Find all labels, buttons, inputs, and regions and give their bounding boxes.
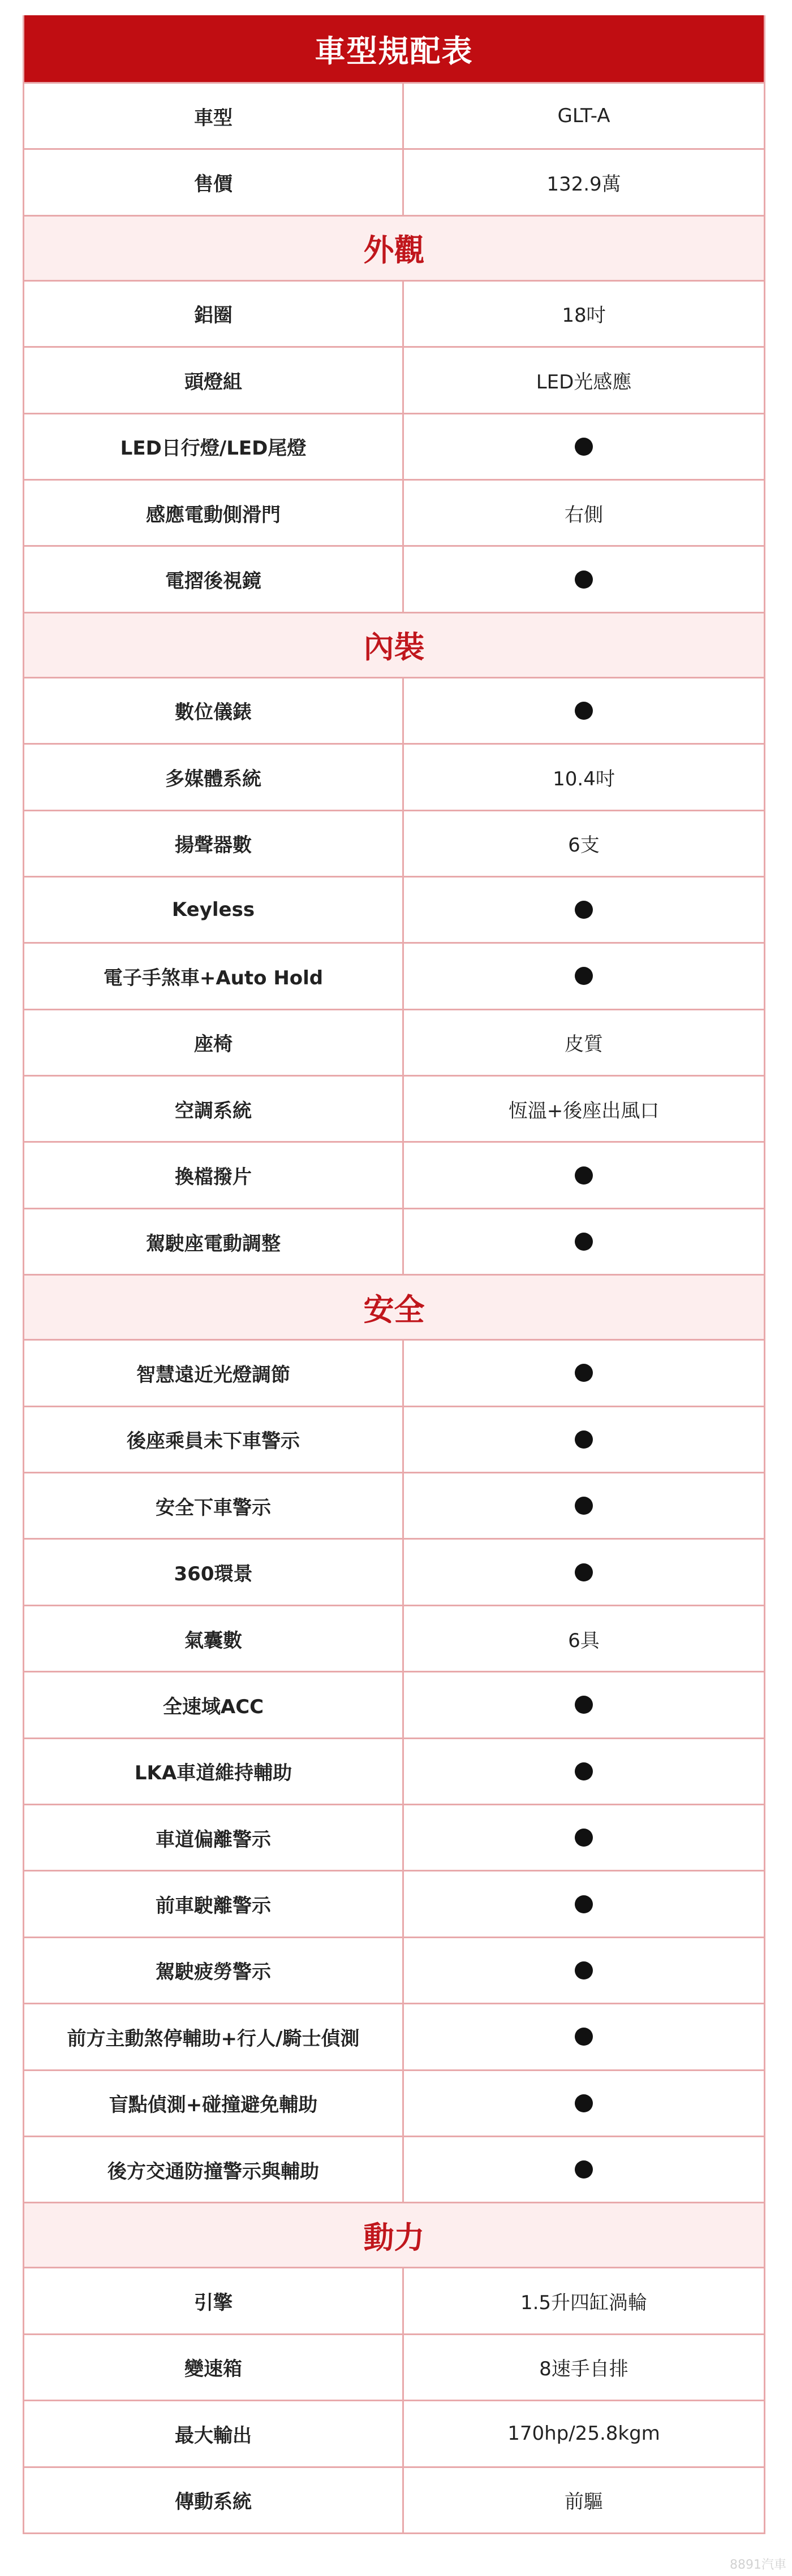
table-row [24, 2003, 764, 2069]
equipped-dot-icon [575, 438, 593, 456]
row-label: 空調系統 [24, 1077, 404, 1141]
row-label: 多媒體系統 [24, 745, 404, 809]
equipped-dot-icon [575, 1166, 593, 1185]
equipped-dot-icon [575, 901, 593, 919]
row-label: 全速域ACC [24, 1672, 404, 1737]
row-value: 10.4吋 [553, 767, 615, 790]
table-row [24, 479, 764, 545]
row-value: 皮質 [565, 1033, 603, 1056]
row-value [404, 944, 764, 1008]
table-row [24, 82, 764, 148]
row-value [404, 414, 764, 479]
table-row [24, 1737, 764, 1804]
table-row [24, 1804, 764, 1870]
row-value: 恆溫+後座出風口 [508, 1099, 660, 1122]
row-value [404, 2137, 764, 2202]
table-row [24, 148, 764, 214]
row-value [404, 1209, 764, 1274]
row-label: 駕駛疲勞警示 [24, 1938, 404, 2003]
table-row [24, 2069, 764, 2136]
table-row [24, 1339, 764, 1405]
row-label: 變速箱 [24, 2335, 404, 2400]
equipped-dot-icon [575, 1895, 593, 1913]
row-label: 座椅 [24, 1010, 404, 1075]
table-row [24, 2400, 764, 2466]
row-label: 傳動系統 [24, 2468, 404, 2532]
table-row [24, 1208, 764, 1274]
row-label: 車道偏離警示 [24, 1805, 404, 1870]
equipped-dot-icon [575, 2160, 593, 2179]
table-row [24, 942, 764, 1008]
table-row [24, 1538, 764, 1604]
table-row [24, 1009, 764, 1075]
table-row [24, 743, 764, 809]
table-row [24, 1472, 764, 1538]
table-row [24, 1870, 764, 1936]
equipped-dot-icon [575, 570, 593, 589]
row-value [404, 1739, 764, 1804]
row-value: 右側 [565, 503, 603, 526]
row-label: 揚聲器數 [24, 811, 404, 876]
table-row [24, 2333, 764, 2400]
row-label: 鋁圈 [24, 282, 404, 346]
row-label: 前方主動煞停輔助+行人/騎士偵測 [24, 2004, 404, 2069]
section-header: 外觀 [24, 215, 764, 280]
spec-table [23, 15, 765, 2534]
row-label: 最大輸出 [24, 2401, 404, 2466]
row-value [404, 2071, 764, 2136]
row-label: 數位儀錶 [24, 678, 404, 743]
row-label: 電摺後視鏡 [24, 547, 404, 611]
table-row [24, 1671, 764, 1737]
row-value: 6支 [568, 834, 600, 857]
row-label: Keyless [24, 878, 404, 942]
equipped-dot-icon [575, 1563, 593, 1581]
row-label: 售價 [24, 150, 404, 214]
row-label: 盲點偵測+碰撞避免輔助 [24, 2071, 404, 2136]
row-value [404, 1938, 764, 2003]
row-label: 頭燈組 [24, 348, 404, 412]
equipped-dot-icon [575, 1233, 593, 1251]
table-row [24, 1141, 764, 1207]
row-value: 18吋 [562, 304, 606, 327]
row-value: GLT-A [557, 105, 610, 128]
table-row [24, 677, 764, 743]
equipped-dot-icon [575, 702, 593, 720]
equipped-dot-icon [575, 1829, 593, 1847]
section-header: 內裝 [24, 612, 764, 677]
row-value [404, 1473, 764, 1538]
row-value [404, 678, 764, 743]
table-row [24, 1605, 764, 1671]
table-row [24, 876, 764, 942]
row-value [404, 1143, 764, 1207]
row-label: LED日行燈/LED尾燈 [24, 414, 404, 479]
row-value [404, 878, 764, 942]
section-header: 安全 [24, 1274, 764, 1339]
row-label: 前車駛離警示 [24, 1872, 404, 1936]
table-row [24, 2466, 764, 2532]
table-row [24, 545, 764, 611]
equipped-dot-icon [575, 1497, 593, 1515]
row-value [404, 1341, 764, 1405]
row-label: 引擎 [24, 2268, 404, 2333]
row-label: 車型 [24, 84, 404, 148]
row-value: 1.5升四缸渦輪 [520, 2292, 648, 2315]
row-value [404, 2004, 764, 2069]
row-value [404, 1540, 764, 1604]
row-value: 8速手自排 [539, 2358, 629, 2381]
table-row [24, 413, 764, 479]
equipped-dot-icon [575, 2094, 593, 2112]
row-value [404, 1407, 764, 1472]
row-value: 6具 [568, 1629, 600, 1652]
watermark: 8891汽車 [730, 2558, 786, 2572]
row-label: 智慧遠近光燈調節 [24, 1341, 404, 1405]
row-label: 氣囊數 [24, 1606, 404, 1671]
row-value [404, 1872, 764, 1936]
row-label: 換檔撥片 [24, 1143, 404, 1207]
section-header: 動力 [24, 2202, 764, 2267]
row-label: 安全下車警示 [24, 1473, 404, 1538]
table-body [24, 82, 764, 2532]
row-label: 後方交通防撞警示與輔助 [24, 2137, 404, 2202]
equipped-dot-icon [575, 2028, 593, 2046]
row-value: 170hp/25.8kgm [507, 2422, 660, 2445]
table-row [24, 1075, 764, 1141]
table-row [24, 1406, 764, 1472]
row-value [404, 1672, 764, 1737]
equipped-dot-icon [575, 967, 593, 985]
equipped-dot-icon [575, 1961, 593, 1979]
equipped-dot-icon [575, 1762, 593, 1780]
equipped-dot-icon [575, 1364, 593, 1382]
row-value: 前驅 [565, 2491, 603, 2514]
table-row [24, 2136, 764, 2202]
row-label: 感應電動側滑門 [24, 481, 404, 545]
table-row [24, 810, 764, 876]
row-value: LED光感應 [536, 370, 632, 394]
row-value [404, 547, 764, 611]
row-label: 360環景 [24, 1540, 404, 1604]
table-row [24, 2267, 764, 2333]
equipped-dot-icon [575, 1430, 593, 1449]
row-value: 132.9萬 [546, 173, 621, 196]
table-row [24, 1937, 764, 2003]
row-label: LKA車道維持輔助 [24, 1739, 404, 1804]
row-label: 駕駛座電動調整 [24, 1209, 404, 1274]
table-title: 車型規配表 [24, 15, 764, 82]
table-row [24, 346, 764, 412]
equipped-dot-icon [575, 1696, 593, 1714]
row-label: 後座乘員未下車警示 [24, 1407, 404, 1472]
table-row [24, 280, 764, 346]
row-label: 電子手煞車+Auto Hold [24, 944, 404, 1008]
row-value [404, 1805, 764, 1870]
